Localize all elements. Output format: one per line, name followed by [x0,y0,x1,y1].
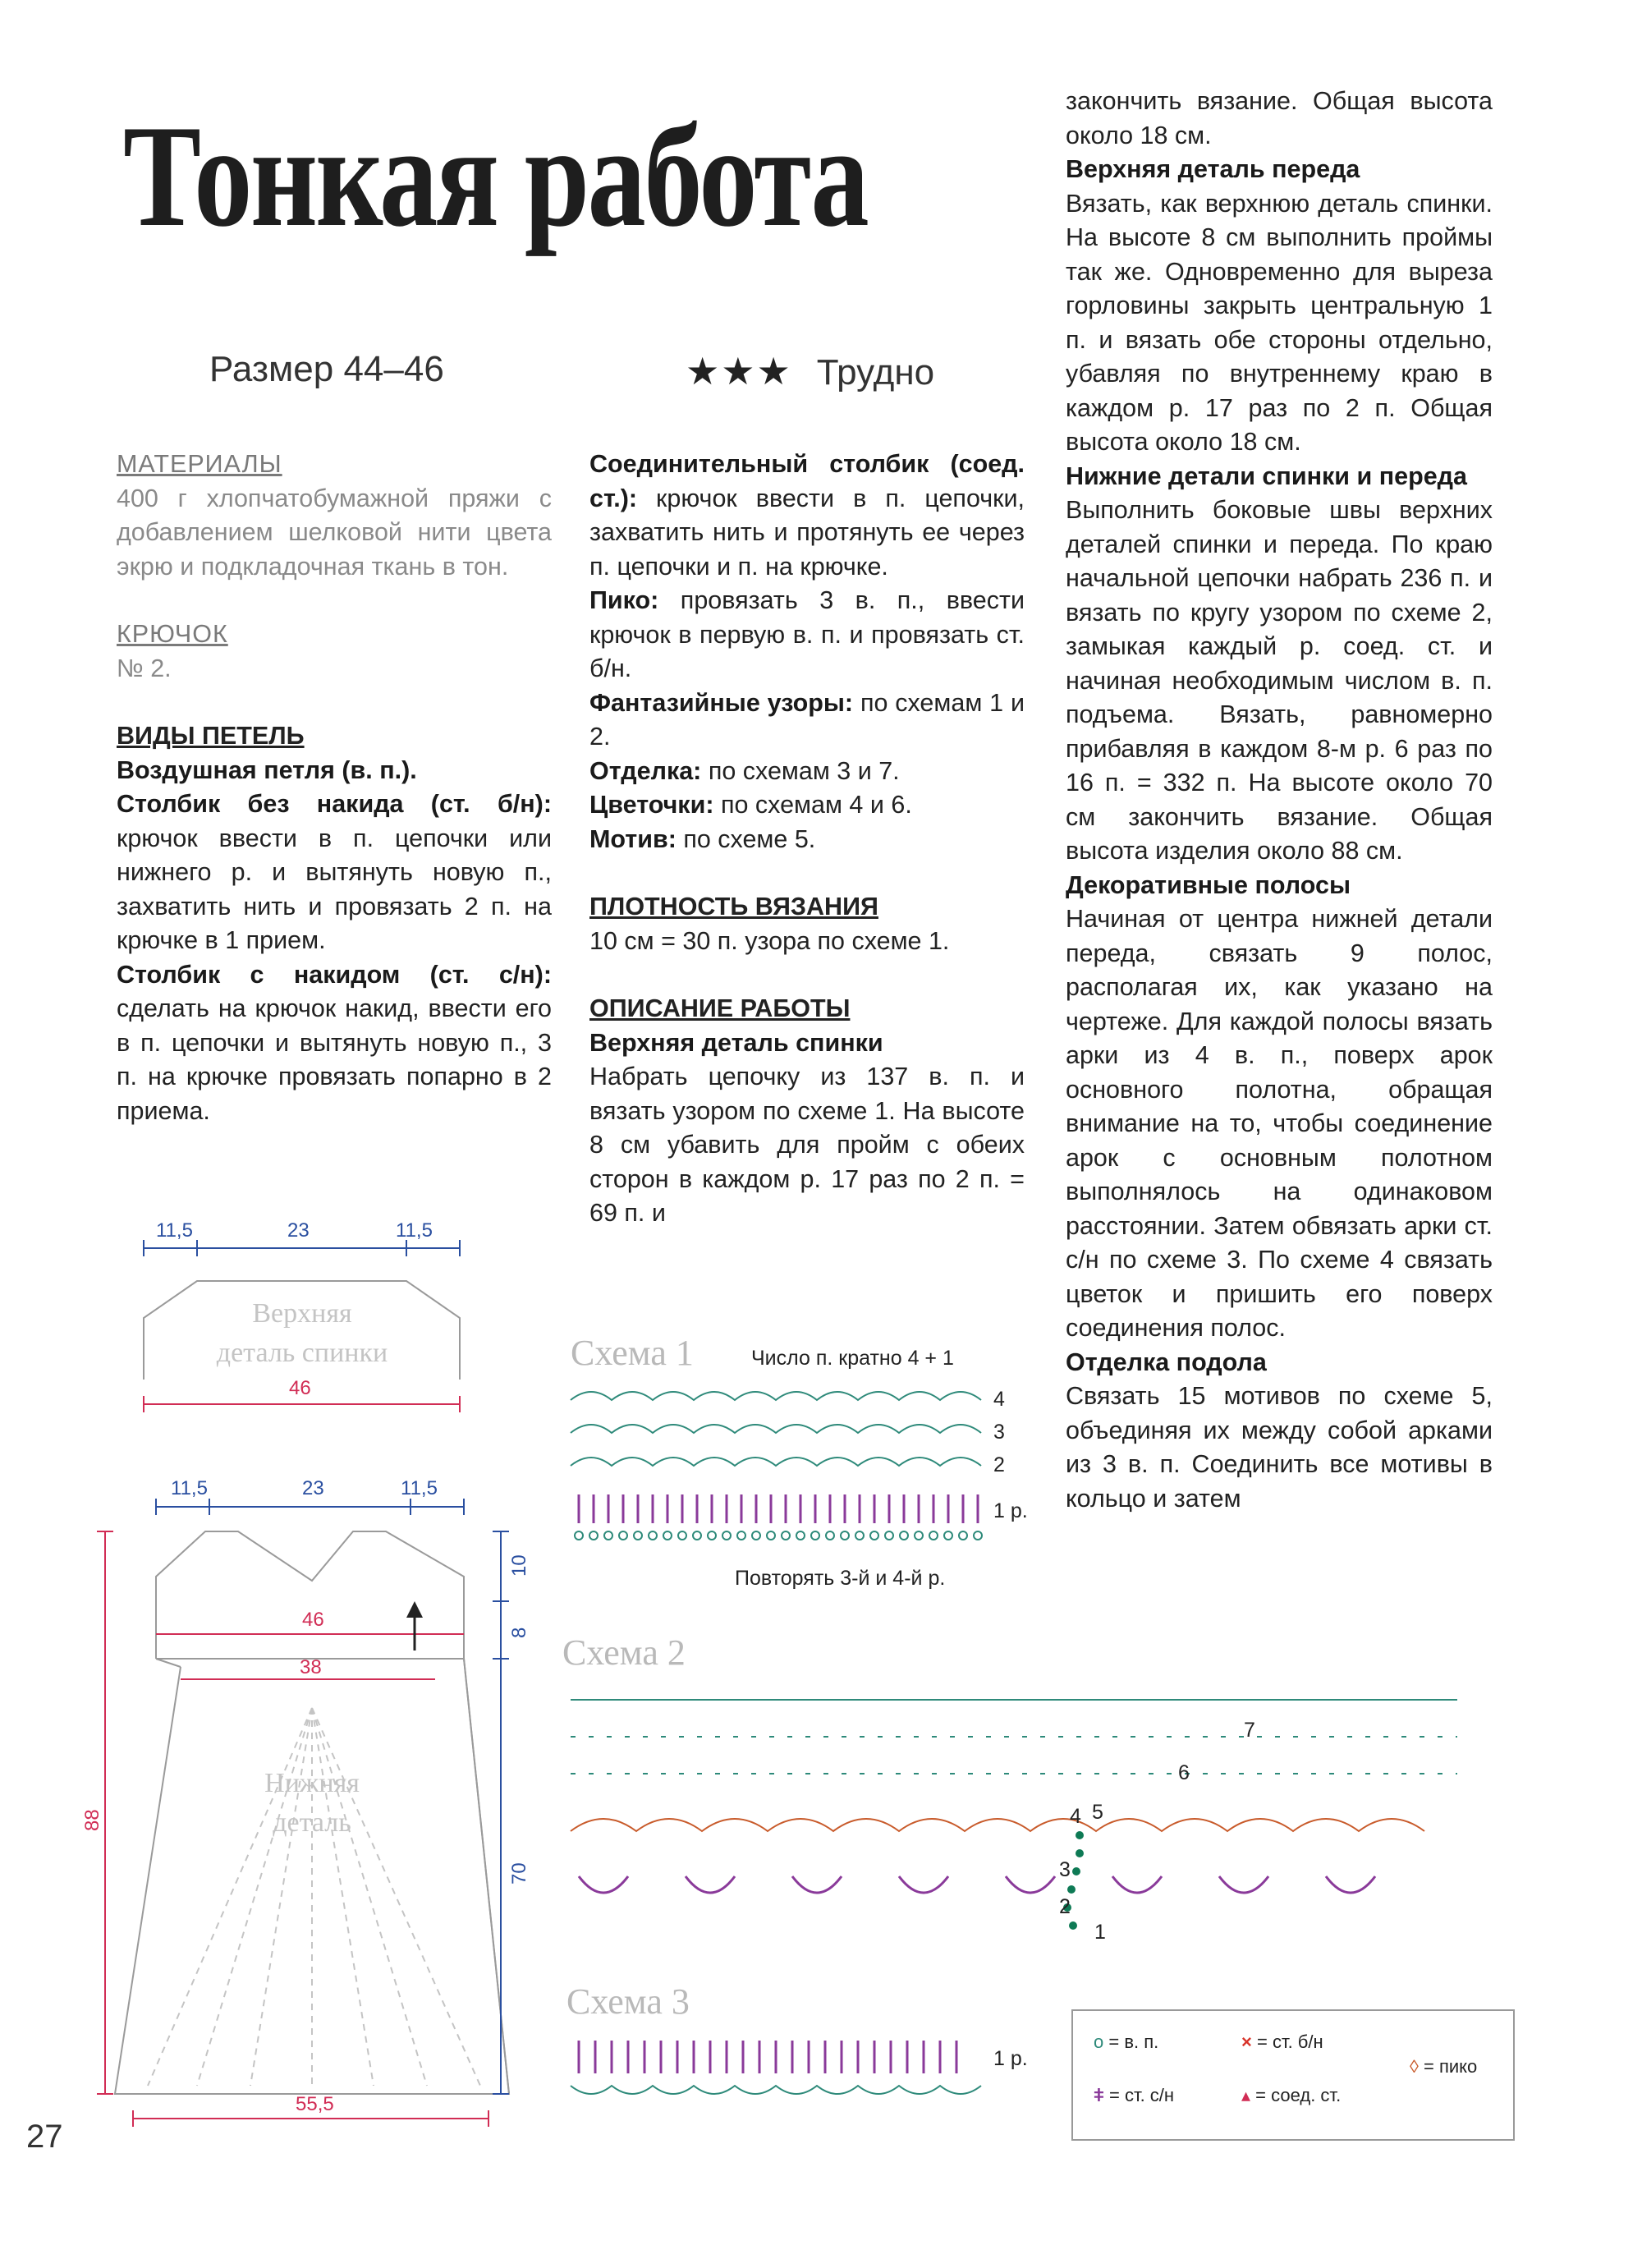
legend [1071,2009,1515,2141]
vp-def: Воздушная петля (в. п.). [117,755,417,784]
s2-n5: 5 [1092,1801,1103,1824]
s2-n6: 6 [1178,1761,1190,1784]
piko-def: Пико: провязать 3 в. п., ввести крючок в первую в. п. и провязать ст. б/н. [589,586,1025,682]
h8: 8 [508,1627,530,1638]
materials-text: 400 г хлопчатобумажной пряжи с добавлением шелковой нити цвета экрю и подкладочная ткань в тон. [117,484,552,581]
column-3 [1066,85,1493,1516]
s2-n1: 1 [1094,1921,1106,1944]
back-heading: Верхняя деталь спинки [589,1028,883,1057]
s2-n3: 3 [1059,1858,1071,1881]
s2-n7: 7 [1244,1719,1255,1742]
s1-row3: 3 [993,1421,1005,1444]
mid-w1: 11,5 [171,1477,208,1499]
materials-heading: МАТЕРИАЛЫ [117,450,282,478]
direction-arrow-icon [406,1601,423,1618]
hook-text: № 2. [117,654,172,682]
w46: 46 [302,1609,324,1631]
soed-def: Соединительный столбик (соед. ст.): крючок ввести в п. цепочки, захватить нить и протянуть ее через п. цепочки и п. на крючке. [589,450,1025,581]
column-1 [117,448,552,1128]
legend-piko: ◊ = пико [1410,2056,1478,2077]
scheme-1 [554,1330,1047,1601]
lower-text: Выполнить боковые швы верхних деталей спинки и переда. По краю начальной цепочки набрать 236 п. и вязать по кругу узором по схеме 2, замыкая каждый р. соед. ст. и начиная необходимым числом в. п. подъема. Вязать, равномерно прибавляя в каждом 8-м р. 6 раз по 16 п. = 332 п. На высоте около 70 см закончить вязание. Общая высота изделия около 88 см. [1066,496,1493,865]
difficulty [686,349,934,393]
s2-n2: 2 [1059,1895,1071,1918]
mid-w2: 23 [302,1477,324,1499]
density-heading: ПЛОТНОСТЬ ВЯЗАНИЯ [589,893,878,921]
garment-schematic [74,1207,566,2135]
page-number: 27 [26,2119,63,2155]
top-bottom-w: 46 [289,1377,311,1399]
scheme-3-title: Схема 3 [566,1981,690,2022]
work-heading: ОПИСАНИЕ РАБОТЫ [589,994,851,1022]
otd-def: Отделка: по схемам 3 и 7. [589,756,900,785]
scheme-1-repeat: Повторять 3-й и 4-й р. [735,1567,946,1590]
scheme-1-note: Число п. кратно 4 + 1 [751,1347,954,1370]
stitches-heading: ВИДЫ ПЕТЕЛЬ [117,722,305,750]
top-part-label2: деталь спинки [216,1338,388,1368]
sts-def: Столбик с накидом (ст. с/н): сделать на крючок накид, ввести его в п. цепочки и вытянуть новую п., 3 п. на крючке провязать попарно в 2 приема. [117,960,552,1125]
motiv-def: Мотив: по схеме 5. [589,824,816,853]
top-w2: 23 [287,1219,310,1242]
top-part-label1: Верхняя [252,1298,352,1329]
deco-heading: Декоративные полосы [1066,870,1351,899]
legend-stb-icon: × [1241,2032,1252,2052]
bottom-w: 55,5 [296,2093,334,2115]
deco-text: Начиная от центра нижней детали переда, связать 9 полос, располагая их, как указано на чертеже. Для каждой полосы вязать арки из 4 в. п., поверх арок основного полотна, обращая внимание на то, чтобы соединение арок с основным полотном выполнялось на одинаковом расстоянии. Затем обвязать арки ст. с/н по схеме 3. По схеме 4 связать цветок и пришить его поверх соединения полос. [1066,905,1493,1342]
w38: 38 [300,1656,322,1678]
front-heading: Верхняя деталь переда [1066,155,1360,183]
col3-intro: закончить вязание. Общая высота около 18 см. [1066,87,1493,149]
density-text: 10 см = 30 п. узора по схеме 1. [589,926,950,955]
hem-text: Связать 15 мотивов по схеме 5, объединяя их между собой арками из 3 в. п. Соединить все мотивы в кольцо и затем [1066,1382,1493,1513]
size-label: Размер 44–46 [209,349,444,389]
legend-stb: × = ст. б/н [1241,2032,1323,2052]
s3-row1: 1 р. [993,2047,1028,2070]
back-text: Набрать цепочку из 137 в. п. и вязать узором по схеме 1. На высоте 8 см убавить для пройм с обеих сторон в каждом р. 17 раз по 2 п. = 69 п. и [589,1063,1025,1227]
legend-sts-icon: ǂ [1094,2085,1104,2105]
difficulty-label: Трудно [816,352,935,393]
legend-vp: o = в. п. [1094,2032,1159,2052]
cvet-def: Цветочки: по схемам 4 и 6. [589,791,912,819]
stb-def: Столбик без накида (ст. б/н): крючок ввести в п. цепочки или нижнего р. и вытянуть новую п., захватить нить и провязать 2 п. на крючке в 1 прием. [117,790,552,954]
s1-row1: 1 р. [993,1499,1028,1522]
top-w3: 11,5 [396,1219,433,1242]
h10: 10 [508,1554,530,1577]
scheme-1-title: Схема 1 [571,1333,694,1373]
legend-sts: ǂ = ст. с/н [1094,2085,1175,2105]
hook-heading: КРЮЧОК [117,620,228,648]
mid-w3: 11,5 [401,1477,438,1499]
scheme-2 [554,1630,1482,1975]
lower-heading: Нижние детали спинки и переда [1066,461,1467,490]
fant-def: Фантазийные узоры: по схемам 1 и 2. [589,688,1025,751]
page-title: Тонкая работа [123,94,868,257]
legend-soed: ▴ = соед. ст. [1241,2085,1342,2105]
lower-label2: деталь [273,1807,351,1838]
front-text: Вязать, как верхнюю деталь спинки. На высоте 8 см выполнить проймы так же. Одновременно для выреза горловины закрыть центральную 1 п. и вязать обе стороны отдельно, убавляя по внутреннему краю в каждом р. 17 раз по 2 п. Общая высота около 18 см. [1066,189,1493,456]
lower-label1: Нижняя [264,1768,360,1798]
s1-row2: 2 [993,1453,1005,1476]
column-2 [589,448,1025,1231]
scheme-3 [554,1979,1047,2127]
s1-row4: 4 [993,1388,1005,1411]
s2-n4: 4 [1070,1805,1081,1828]
legend-soed-icon: ▴ [1241,2085,1251,2105]
legend-piko-icon: ◊ [1410,2056,1419,2077]
h70: 70 [508,1862,530,1885]
hem-heading: Отделка подола [1066,1347,1267,1376]
legend-vp-icon: o [1094,2032,1104,2052]
difficulty-stars: ★★★ [686,350,792,393]
scheme-2-title: Схема 2 [562,1632,686,1673]
top-w1: 11,5 [156,1219,193,1242]
h88: 88 [81,1809,103,1831]
